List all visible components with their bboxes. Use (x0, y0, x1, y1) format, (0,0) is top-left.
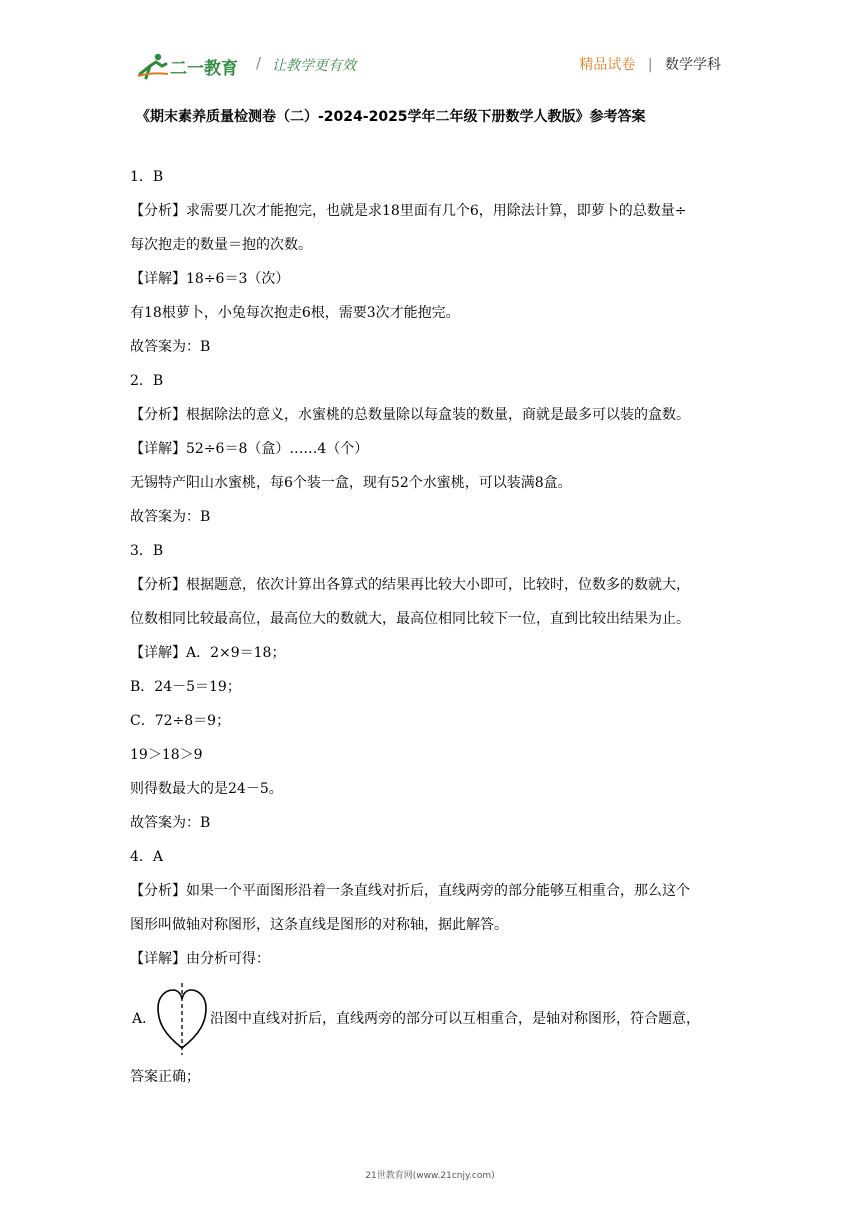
page-header (136, 48, 721, 84)
header-separator: | (647, 57, 653, 73)
text-line: 【分析】求需要几次才能抱完，也就是求18里面有几个6，用除法计算，即萝卜的总数量÷ (130, 203, 687, 219)
text-line: 【详解】由分析可得： (130, 951, 270, 967)
figure-row (130, 982, 730, 1056)
text-line: 故答案为：B (130, 815, 211, 831)
figure-label: A． (132, 1011, 157, 1027)
text-line: 3．B (130, 543, 164, 559)
text-line: 1．B (130, 169, 164, 185)
subject-label: 数学学科 (665, 57, 721, 73)
slogan-separator: / (256, 54, 262, 72)
header-right (579, 54, 721, 74)
logo (136, 52, 254, 80)
text-line: 答案正确； (130, 1069, 200, 1085)
answer-content (130, 160, 730, 1094)
slogan: 让教学更有效 (272, 58, 356, 74)
text-line: 【详解】18÷6＝3（次） (130, 271, 290, 287)
text-line: 图形叫做轴对称图形，这条直线是图形的对称轴，据此解答。 (130, 917, 508, 933)
text-line: 则得数最大的是24－5。 (130, 781, 283, 797)
logo-text: 二一教育 (170, 59, 238, 79)
text-line: 【分析】根据除法的意义，水蜜桃的总数量除以每盒装的数量，商就是最多可以装的盒数。 (130, 407, 690, 423)
text-line: 故答案为：B (130, 339, 211, 355)
text-line: 【分析】如果一个平面图形沿着一条直线对折后，直线两旁的部分能够互相重合，那么这个 (130, 883, 690, 899)
text-line: 每次抱走的数量＝抱的次数。 (130, 237, 312, 253)
page-footer: 21世教育网(www.21cnjy.com) (365, 1171, 495, 1181)
runner-logo-icon (136, 52, 170, 80)
text-line: 4．A (130, 849, 164, 865)
text-line: 【详解】52÷6＝8（盒）……4（个） (130, 441, 369, 457)
text-line: 无锡特产阳山水蜜桃，每6个装一盒，现有52个水蜜桃，可以装满8盒。 (130, 475, 572, 491)
page-title: 《期末素养质量检测卷（二）-2024-2025学年二年级下册数学人教版》参考答案 (136, 109, 646, 125)
text-line: B．24－5＝19； (130, 679, 241, 695)
heart-with-dashed-axis-icon (154, 982, 210, 1056)
text-line: 有18根萝卜，小兔每次抱走6根，需要3次才能抱完。 (130, 305, 460, 321)
text-line: 19＞18＞9 (130, 747, 203, 763)
figure-text: 沿图中直线对折后，直线两旁的部分可以互相重合，是轴对称图形，符合题意， (210, 1011, 700, 1027)
text-line: 2．B (130, 373, 164, 389)
text-line: 【分析】根据题意，依次计算出各算式的结果再比较大小即可，比较时，位数多的数就大， (130, 577, 690, 593)
text-line: 故答案为：B (130, 509, 211, 525)
text-line: C．72÷8＝9； (130, 713, 231, 729)
brand-label: 精品试卷 (579, 57, 636, 73)
text-line: 【详解】A．2×9＝18； (130, 645, 286, 661)
text-line: 位数相同比较最高位，最高位大的数就大，最高位相同比较下一位，直到比较出结果为止。 (130, 611, 690, 627)
